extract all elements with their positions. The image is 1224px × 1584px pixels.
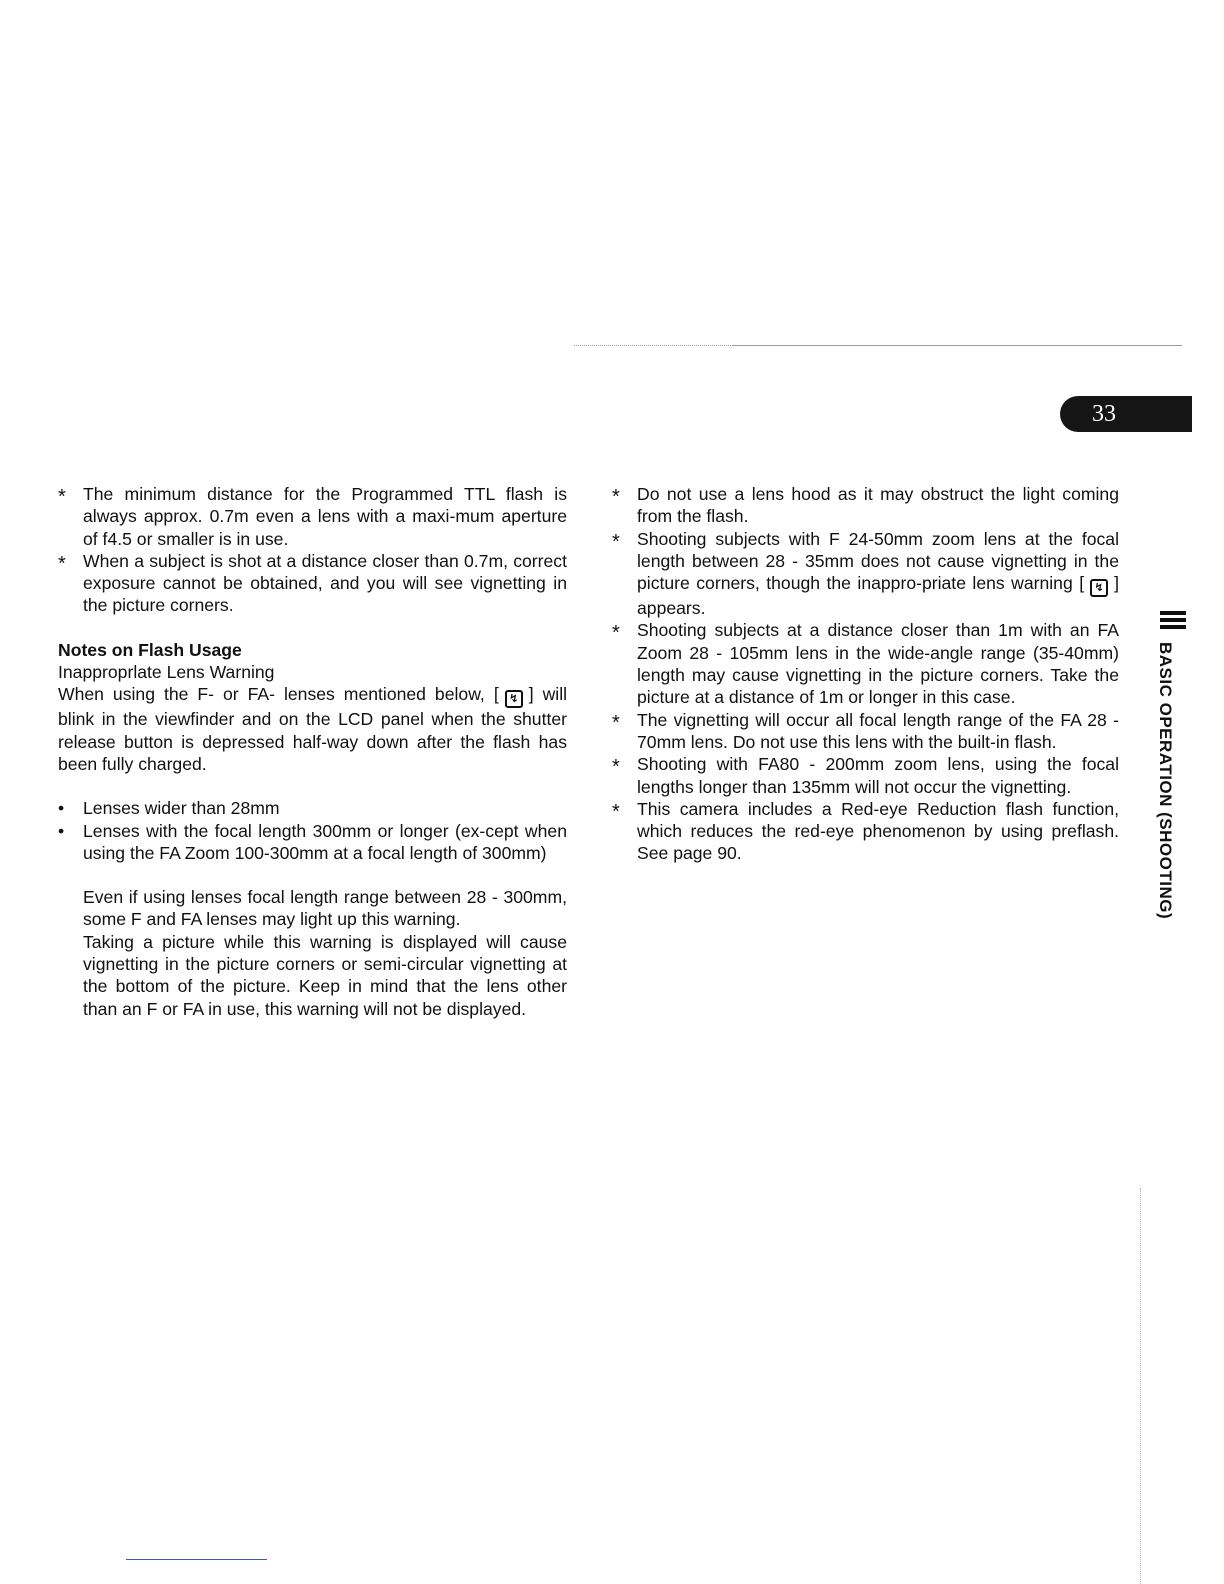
page-number-tab: [1060, 396, 1192, 432]
flash-warning-icon: ↯: [1090, 579, 1108, 597]
bracket-close: ]: [528, 684, 534, 705]
list-item: • Lenses wider than 28mm: [58, 797, 567, 819]
flash-warning-icon: ↯: [505, 690, 523, 708]
note-fa28-70mm: * The vignetting will occur all focal length range of the FA 28 - 70mm lens. Do not use this lens with the built-in flash.: [612, 709, 1119, 754]
warning-indicator: [1079, 573, 1119, 593]
paragraph-vignetting: Taking a picture while this warning is displayed will cause vignetting in the picture corners or semi-circular vignetting at the bottom of the picture. Keep in mind that the lens other than an F or FA in use, this warning will not be displayed.: [83, 931, 567, 1019]
header-rule-dotted-segment: [572, 345, 732, 346]
note-f24-50mm-text: Shooting subjects with F 24-50mm zoom lens at the focal length between 28 - 35mm does not cause vignetting in the picture corners, though the inappro-priate lens warning: [637, 528, 1119, 594]
page-number: 33: [1092, 401, 1116, 427]
note-fa28-105mm: * Shooting subjects at a distance closer than 1m with an FA Zoom 28 - 105mm lens in the wide-angle range (35-40mm) length may cause vignetting in the picture corners. Take the picture at a distance of 1m or longer in this case.: [612, 619, 1119, 708]
warning-indicator: [494, 684, 534, 704]
section-heading: Notes on Flash Usage: [58, 639, 242, 660]
note-red-eye: * This camera includes a Red-eye Reduction flash function, which reduces the red-eye phenomenon by using preflash. See page 90.: [612, 798, 1119, 865]
left-column: [58, 483, 567, 1020]
note-f24-50mm-end: appears.: [637, 598, 706, 619]
side-section-label: BASIC OPERATION (SHOOTING): [1156, 642, 1175, 920]
bracket-close: ]: [1114, 573, 1119, 594]
warning-rest: will blink in the viewfinder and on the LCD panel when the shutter release button is depressed half-way down after the flash has been fully charged.: [58, 684, 568, 774]
section-marker-bars: [1160, 611, 1186, 632]
footer-rule: [126, 1559, 267, 1560]
page-edge-dotted-line: [1140, 1188, 1141, 1584]
bracket-open: [: [493, 684, 499, 705]
note-fa80-200mm: * Shooting with FA80 - 200mm zoom lens, using the focal lengths longer than 135mm will not occur the vignetting.: [612, 753, 1119, 798]
warning-paragraph: [58, 683, 567, 775]
bracket-open: [: [1079, 573, 1085, 594]
right-column: [612, 483, 1119, 865]
paragraph-lens-range: Even if using lenses focal length range between 28 - 300mm, some F and FA lenses may light up this warning.: [83, 887, 567, 930]
warning-intro: When using the F- or FA- lenses mentioned below,: [58, 684, 485, 705]
note-f24-50mm: [612, 528, 1119, 620]
list-item: • Lenses with the focal length 300mm or longer (ex-cept when using the FA Zoom 100-300mm at a focal length of 300mm): [58, 820, 567, 865]
note-min-distance: * The minimum distance for the Programmed TTL flash is always approx. 0.7m even a lens with a maxi-mum aperture of f4.5 or smaller is in use.: [58, 483, 567, 550]
note-closer-distance: * When a subject is shot at a distance closer than 0.7m, correct exposure cannot be obtained, and you will see vignetting in the picture corners.: [58, 550, 567, 617]
note-lens-hood: * Do not use a lens hood as it may obstruct the light coming from the flash.: [612, 483, 1119, 528]
section-subheading: Inapproprlate Lens Warning: [58, 662, 275, 683]
